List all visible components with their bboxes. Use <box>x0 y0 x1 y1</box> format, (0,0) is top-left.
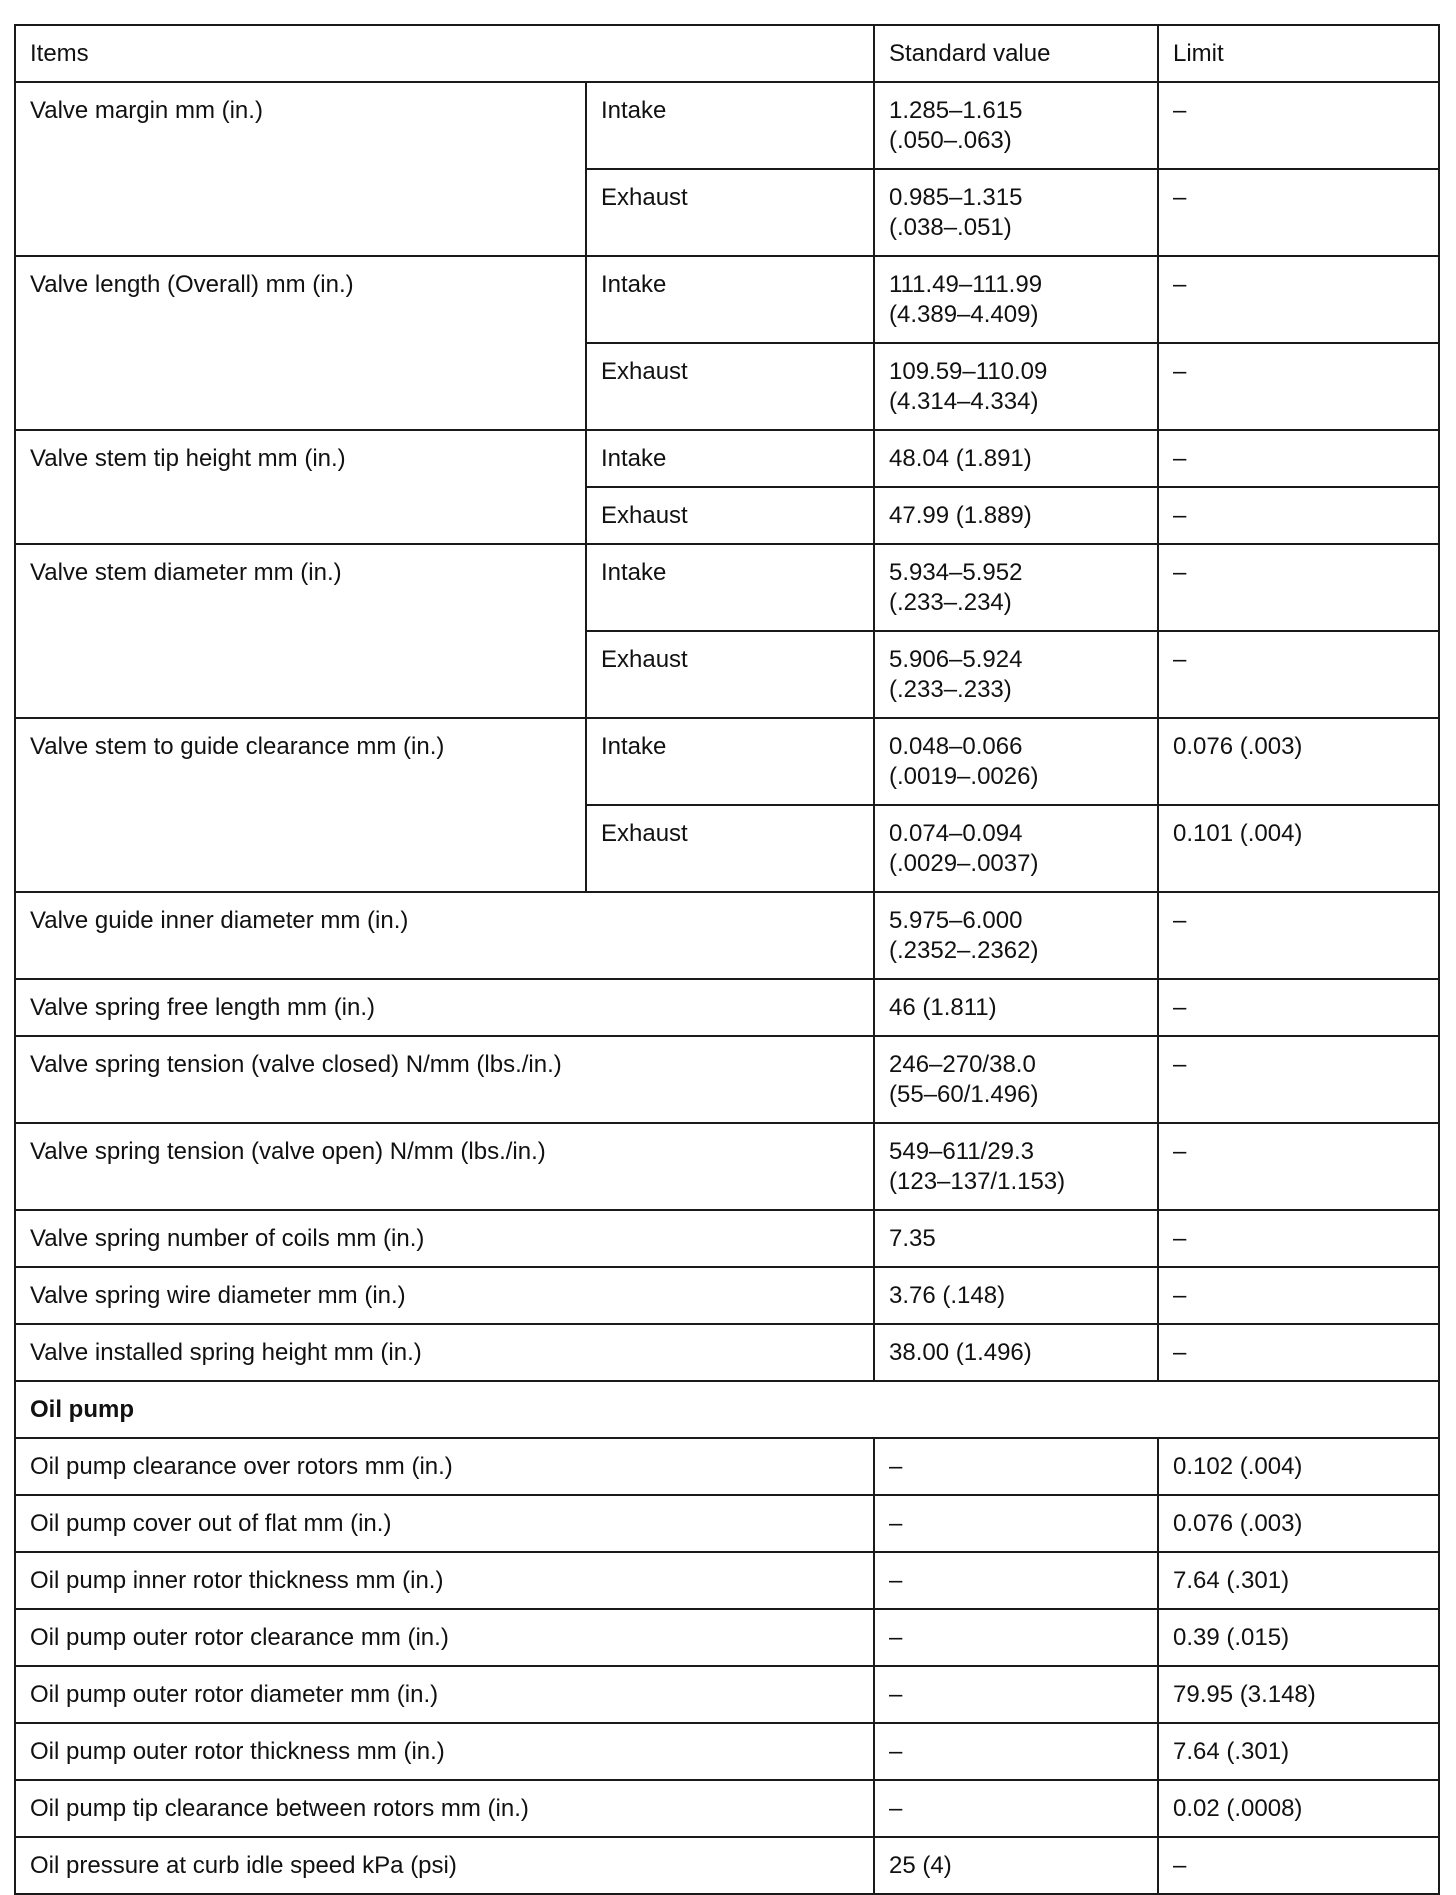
item-label: Valve stem diameter mm (in.) <box>15 544 586 718</box>
standard-value-line: (.233–.234) <box>889 589 1012 616</box>
limit-value: 0.02 (.0008) <box>1158 1780 1439 1837</box>
limit-value: – <box>1158 979 1439 1036</box>
item-label: Valve stem tip height mm (in.) <box>15 430 586 544</box>
standard-value-cell <box>874 1723 1158 1780</box>
standard-value-cell <box>874 631 1158 718</box>
spec-row <box>15 82 1439 169</box>
limit-value: – <box>1158 892 1439 979</box>
spec-row <box>15 892 1439 979</box>
limit-value: – <box>1158 1210 1439 1267</box>
sub-item-label: Exhaust <box>586 343 874 430</box>
standard-value-line: (4.389–4.409) <box>889 301 1039 328</box>
standard-value-line: 109.59–110.09 <box>889 358 1048 385</box>
standard-value-line: (55–60/1.496) <box>889 1081 1039 1108</box>
limit-value: 0.101 (.004) <box>1158 805 1439 892</box>
standard-value-cell <box>874 1123 1158 1210</box>
item-label: Oil pressure at curb idle speed kPa (psi) <box>15 1837 874 1894</box>
spec-table-body <box>15 25 1439 1894</box>
standard-value-cell <box>874 1666 1158 1723</box>
standard-value-line: – <box>889 1681 903 1708</box>
sub-item-label: Exhaust <box>586 631 874 718</box>
standard-value-line: (.0019–.0026) <box>889 763 1039 790</box>
item-label: Valve spring wire diameter mm (in.) <box>15 1267 874 1324</box>
standard-value-cell <box>874 718 1158 805</box>
standard-value-cell <box>874 1438 1158 1495</box>
standard-value-cell <box>874 1552 1158 1609</box>
standard-value-cell <box>874 343 1158 430</box>
item-label: Oil pump outer rotor thickness mm (in.) <box>15 1723 874 1780</box>
limit-value: – <box>1158 544 1439 631</box>
valve-oil-pump-spec-table <box>14 24 1440 1895</box>
standard-value-line: (.038–.051) <box>889 214 1012 241</box>
spec-row <box>15 1780 1439 1837</box>
standard-value-line: 25 (4) <box>889 1852 952 1879</box>
limit-value: 0.076 (.003) <box>1158 718 1439 805</box>
standard-value-cell <box>874 1036 1158 1123</box>
section-row-oil-pump <box>15 1381 1439 1438</box>
limit-value: – <box>1158 82 1439 169</box>
item-label: Valve guide inner diameter mm (in.) <box>15 892 874 979</box>
limit-value: 7.64 (.301) <box>1158 1552 1439 1609</box>
item-label: Oil pump tip clearance between rotors mm (in.) <box>15 1780 874 1837</box>
spec-row <box>15 1495 1439 1552</box>
standard-value-cell <box>874 487 1158 544</box>
limit-value: – <box>1158 631 1439 718</box>
item-label: Valve length (Overall) mm (in.) <box>15 256 586 430</box>
standard-value-line: (.050–.063) <box>889 127 1012 154</box>
standard-value-line: 0.048–0.066 <box>889 733 1023 760</box>
spec-row <box>15 1666 1439 1723</box>
standard-value-cell <box>874 805 1158 892</box>
spec-row <box>15 1324 1439 1381</box>
limit-value: – <box>1158 1123 1439 1210</box>
standard-value-line: – <box>889 1567 903 1594</box>
limit-value: – <box>1158 1036 1439 1123</box>
section-title-oil-pump: Oil pump <box>15 1381 1439 1438</box>
spec-row <box>15 1438 1439 1495</box>
sub-item-label: Intake <box>586 544 874 631</box>
limit-value: – <box>1158 256 1439 343</box>
standard-value-line: 47.99 (1.889) <box>889 502 1032 529</box>
item-label: Valve margin mm (in.) <box>15 82 586 256</box>
standard-value-cell <box>874 1210 1158 1267</box>
standard-value-line: (.0029–.0037) <box>889 850 1039 877</box>
limit-value: 0.102 (.004) <box>1158 1438 1439 1495</box>
standard-value-cell <box>874 1324 1158 1381</box>
header-items: Items <box>15 25 874 82</box>
spec-row <box>15 1210 1439 1267</box>
standard-value-cell <box>874 979 1158 1036</box>
standard-value-line: – <box>889 1738 903 1765</box>
spec-row <box>15 256 1439 343</box>
header-standard-value: Standard value <box>874 25 1158 82</box>
standard-value-line: 549–611/29.3 <box>889 1138 1035 1165</box>
limit-value: 79.95 (3.148) <box>1158 1666 1439 1723</box>
sub-item-label: Intake <box>586 82 874 169</box>
limit-value: – <box>1158 430 1439 487</box>
item-label: Valve spring tension (valve closed) N/mm (lbs./in.) <box>15 1036 874 1123</box>
sub-item-label: Exhaust <box>586 487 874 544</box>
standard-value-line: – <box>889 1795 903 1822</box>
item-label: Oil pump cover out of flat mm (in.) <box>15 1495 874 1552</box>
limit-value: – <box>1158 343 1439 430</box>
standard-value-line: 46 (1.811) <box>889 994 997 1021</box>
standard-value-cell <box>874 1609 1158 1666</box>
standard-value-cell <box>874 256 1158 343</box>
sub-item-label: Exhaust <box>586 805 874 892</box>
standard-value-cell <box>874 544 1158 631</box>
spec-row <box>15 544 1439 631</box>
limit-value: – <box>1158 1267 1439 1324</box>
standard-value-cell <box>874 430 1158 487</box>
standard-value-line: 246–270/38.0 <box>889 1051 1036 1078</box>
item-label: Oil pump outer rotor diameter mm (in.) <box>15 1666 874 1723</box>
spec-row <box>15 979 1439 1036</box>
spec-row <box>15 1123 1439 1210</box>
standard-value-line: 5.975–6.000 <box>889 907 1023 934</box>
item-label: Oil pump clearance over rotors mm (in.) <box>15 1438 874 1495</box>
standard-value-line: 5.934–5.952 <box>889 559 1023 586</box>
sub-item-label: Intake <box>586 430 874 487</box>
spec-row <box>15 1036 1439 1123</box>
item-label: Valve spring tension (valve open) N/mm (lbs./in.) <box>15 1123 874 1210</box>
spec-row <box>15 1267 1439 1324</box>
standard-value-line: 48.04 (1.891) <box>889 445 1032 472</box>
spec-row <box>15 1552 1439 1609</box>
standard-value-line: 1.285–1.615 <box>889 97 1023 124</box>
limit-value: 0.076 (.003) <box>1158 1495 1439 1552</box>
standard-value-line: – <box>889 1453 903 1480</box>
limit-value: 0.39 (.015) <box>1158 1609 1439 1666</box>
standard-value-line: 38.00 (1.496) <box>889 1339 1032 1366</box>
spec-row <box>15 430 1439 487</box>
item-label: Valve spring free length mm (in.) <box>15 979 874 1036</box>
standard-value-line: 111.49–111.99 <box>889 271 1043 298</box>
standard-value-line: 0.985–1.315 <box>889 184 1023 211</box>
standard-value-line: 3.76 (.148) <box>889 1282 1006 1309</box>
standard-value-line: 0.074–0.094 <box>889 820 1023 847</box>
sub-item-label: Intake <box>586 256 874 343</box>
standard-value-line: – <box>889 1624 903 1651</box>
item-label: Valve stem to guide clearance mm (in.) <box>15 718 586 892</box>
standard-value-line: (123–137/1.153) <box>889 1168 1066 1195</box>
sub-item-label: Exhaust <box>586 169 874 256</box>
standard-value-cell <box>874 1780 1158 1837</box>
item-label: Oil pump inner rotor thickness mm (in.) <box>15 1552 874 1609</box>
limit-value: – <box>1158 1837 1439 1894</box>
limit-value: – <box>1158 487 1439 544</box>
standard-value-line: – <box>889 1510 903 1537</box>
spec-row <box>15 1837 1439 1894</box>
spec-row <box>15 1609 1439 1666</box>
item-label: Valve installed spring height mm (in.) <box>15 1324 874 1381</box>
standard-value-line: (.233–.233) <box>889 676 1012 703</box>
standard-value-cell <box>874 892 1158 979</box>
standard-value-line: 5.906–5.924 <box>889 646 1023 673</box>
standard-value-line: 7.35 <box>889 1225 936 1252</box>
standard-value-line: (.2352–.2362) <box>889 937 1039 964</box>
specification-sheet <box>14 24 1438 1895</box>
sub-item-label: Intake <box>586 718 874 805</box>
item-label: Valve spring number of coils mm (in.) <box>15 1210 874 1267</box>
standard-value-cell <box>874 1495 1158 1552</box>
spec-row <box>15 718 1439 805</box>
standard-value-cell <box>874 1267 1158 1324</box>
limit-value: – <box>1158 169 1439 256</box>
header-limit: Limit <box>1158 25 1439 82</box>
spec-row <box>15 1723 1439 1780</box>
header-row <box>15 25 1439 82</box>
standard-value-cell <box>874 169 1158 256</box>
standard-value-cell <box>874 1837 1158 1894</box>
standard-value-cell <box>874 82 1158 169</box>
item-label: Oil pump outer rotor clearance mm (in.) <box>15 1609 874 1666</box>
limit-value: – <box>1158 1324 1439 1381</box>
standard-value-line: (4.314–4.334) <box>889 388 1039 415</box>
limit-value: 7.64 (.301) <box>1158 1723 1439 1780</box>
